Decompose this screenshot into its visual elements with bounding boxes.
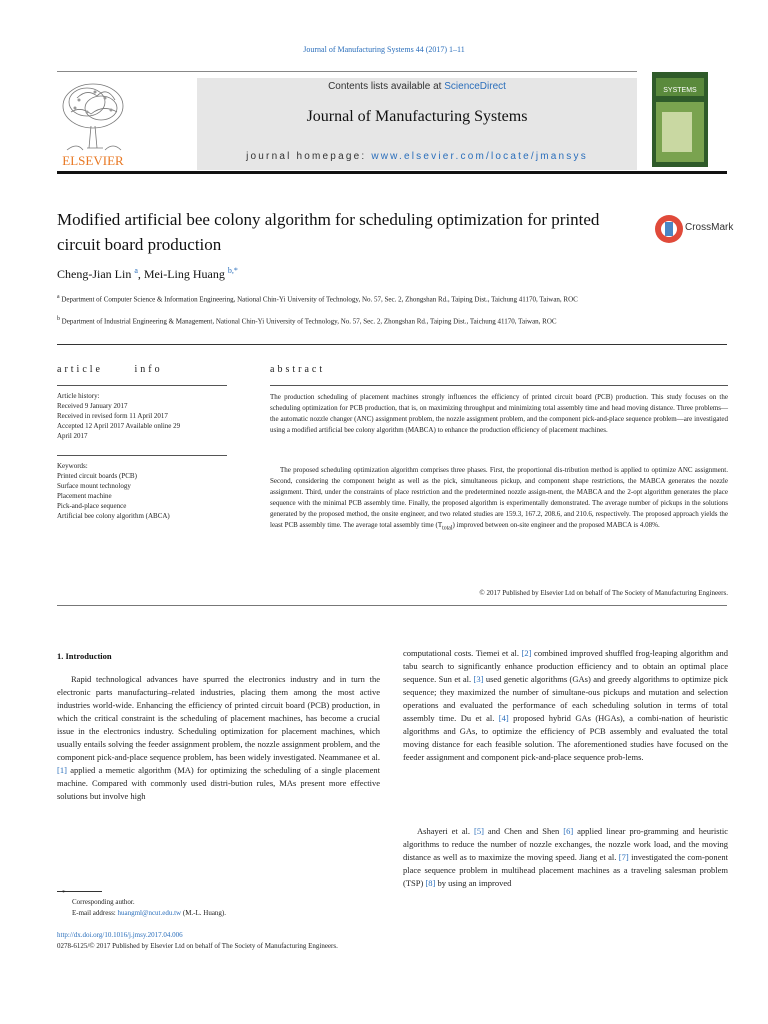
history-revised: Received in revised form 11 April 2017: [57, 412, 168, 420]
right-p2-d: investigated the com-ponent place sequence problem in multihead placement machines as a traveling salesman problem (TSP): [403, 852, 728, 888]
homepage-label: journal homepage:: [246, 151, 372, 162]
journal-reference-link[interactable]: Journal of Manufacturing Systems 44 (2017) 1–11: [303, 45, 465, 54]
intro-right-paragraph-1: [403, 647, 728, 764]
author-lin: Cheng-Jian Lin: [57, 267, 135, 281]
citation-link-5[interactable]: [5]: [473, 826, 484, 836]
elsevier-tree-icon: [57, 78, 130, 168]
keywords-block: [57, 461, 232, 521]
intro-right-paragraph-2: [403, 825, 728, 890]
keyword-item: Placement machine: [57, 492, 112, 500]
affiliation-a-text: Department of Computer Science & Information Engineering, National Chin-Yi University of Technology, No. 57, Sec. 2, Zhongshan Rd., Taiping Dist., Taichung 41170, Taiwan, ROC: [61, 295, 578, 304]
journal-header: [197, 78, 637, 170]
author-huang-affil-mark[interactable]: b,*: [227, 266, 238, 275]
email-link[interactable]: huangml@ncut.edu.tw: [117, 909, 182, 917]
abstract-p2-c: ) improved between on-site engineer and the proposed MABCA is 4.08%.: [452, 521, 660, 529]
journal-cover-image: [652, 72, 708, 167]
right-p1-b: combined improved shuffled frog-leaping algorithm and tabu search to significantly enhance production efficiency and to obtain an optimal place sequence. Sun et al.: [403, 648, 728, 684]
journal-title: Journal of Manufacturing Systems: [306, 108, 528, 125]
abstract-paragraph-2: [270, 465, 728, 534]
contents-prefix: Contents lists available at: [328, 81, 445, 92]
abstract-p2-a: The proposed scheduling optimization algorithm comprises three phases. First, the proportional dis-tribution method is applied to optimize ANC assignment. Second, considering the component height as well as the pick, simultaneous pickup, and component shape restrictions, the MABCA generates the nozzle assignment. Third, under the constraints of place restriction and the predetermined nozzle assign-ment, the MABCA and the 2-opt algorithm generates the place sequence with the minimal PCB assembly time. Finally, the proposed algorithm is experimentally demonstrated. The average number of pickups in the solutions generated by the proposed method, the onsite engineer, and two related studies are 159.3, 167.2, 208.6, and: [270, 466, 728, 518]
abstract-p2-sub: total: [442, 525, 453, 532]
top-divider: [57, 71, 637, 72]
citation-link-7[interactable]: [7]: [618, 852, 629, 862]
article-info-heading-2: info: [134, 364, 163, 375]
header-bottom-rule: [57, 171, 727, 174]
right-p1-c: used genetic algorithms (GAs) and greedy algorithms to optimize pick sequence; they maximized the number of simultane-ous pickups and mutation and selection operations and evaluated the performance of each scheduling solution in terms of total assembly time. Du et al.: [403, 674, 728, 723]
affiliation-b: [57, 314, 617, 326]
citation-link-3[interactable]: [3]: [473, 674, 484, 684]
intro-left-paragraph: [57, 673, 380, 803]
right-p1-a: computational costs. Tiemei et al.: [403, 648, 522, 658]
doi-link[interactable]: http://dx.doi.org/10.1016/j.jmsy.2017.04.006: [57, 931, 183, 939]
intro-left-text: Rapid technological advances have spurred the electronics industry and in turn the electronic parts manufacturing–related industries, placing them among the most active industries world-wide. Enhancing the efficiency of printed circuit board (PCB) production, in which the critical constraint is the scheduling of placement machines, has become a crucial issue in the electronics industry. Scheduling optimization for placement machines, which usually entails solving the feeder assignment problem, the nozzle assignment problem, and the component pick-and-place sequence problem, has been widely investigated. Neammanee et al.: [57, 674, 380, 762]
citation-link-6[interactable]: [6]: [563, 826, 574, 836]
corresponding-author-note: Corresponding author.: [72, 898, 135, 906]
affiliation-a-mark: a: [57, 294, 60, 300]
abstract-paragraph-1: The production scheduling of placement machines strongly influences the efficiency of printed circuit board (PCB) production. This study focuses on the scheduling optimization for PCB production, that is, on maximizing throughput and minimizing total assembly time and head moving distance. Three problems—the automatic nozzle changer (ANC) assignment problem, the nozzle assignment problem, and the component pick-and-place sequence problem—are investigated using a modified artificial bee colony algorithm (MABCA) to enhance the production efficiency of placement machines.: [270, 393, 728, 434]
cover-title: SYSTEMS: [663, 87, 697, 94]
keyword-item: Printed circuit boards (PCB): [57, 472, 137, 480]
citation-link-2[interactable]: [2]: [521, 648, 532, 658]
article-info-heading: [57, 364, 163, 375]
citation-link-8[interactable]: [8]: [425, 878, 436, 888]
affiliation-b-text: Department of Industrial Engineering & Management, National Chin-Yi University of Technology, No. 57, Sec. 2, Zhongshan Rd., Taiping Dist., Taichung 41170, Taiwan, ROC: [61, 317, 557, 326]
keywords-label: Keywords:: [57, 462, 88, 470]
elsevier-wordmark: ELSEVIER: [62, 153, 124, 168]
citation-link-4[interactable]: [4]: [498, 713, 509, 723]
right-p2-c: applied linear pro-gramming and heuristic algorithms to reduce the number of nozzle exchanges, the nozzle work load, and the moving distance as well as to maximize the moving speed. Jiang et al.: [403, 826, 728, 862]
abstract-copyright: © 2017 Published by Elsevier Ltd on behalf of The Society of Manufacturing Engineers.: [479, 589, 728, 597]
article-info-heading-1: article: [57, 364, 103, 375]
author-huang: , Mei-Ling Huang: [137, 267, 228, 281]
history-accepted: Accepted 12 April 2017 Available online 29: [57, 422, 181, 430]
article-history: [57, 391, 232, 441]
author-list: [57, 266, 238, 282]
abstract-p2-b: 210.6, respectively. The proposed approach yields the least PCB assembly time. The average total assembly time (T: [270, 510, 729, 529]
article-info-rule: [57, 385, 227, 386]
citation-link-1[interactable]: [1]: [57, 765, 67, 775]
email-label: E-mail address:: [72, 909, 118, 917]
history-received: Received 9 January 2017: [57, 402, 128, 410]
email-after: (M.-L. Huang).: [181, 909, 227, 917]
info-divider: [57, 344, 727, 345]
affiliation-a: [57, 292, 617, 304]
intro-left-text-end: applied a memetic algorithm (MA) for optimizing the scheduling of a single placement machine. Compared with commonly used distri-bution rules, MAs present more effective solutions but involve high: [57, 765, 380, 801]
abstract-bottom-rule: [57, 605, 727, 606]
affiliation-b-mark: b: [57, 316, 60, 322]
homepage-url-link[interactable]: www.elsevier.com/locate/jmansys: [371, 151, 588, 162]
author-lin-affil-mark[interactable]: a: [134, 266, 138, 275]
history-online: April 2017: [57, 432, 88, 440]
crossmark-badge[interactable]: [653, 212, 733, 246]
right-p1-d: proposed hybrid GAs (HGAs), a combi-nation of heuristic algorithms and GAs, to optimize the efficiency of PCB assembly and evaluated the total moving distance for each feasible solution. The aforementioned studies have focused on the feeder assignment and component pick-and-place sequence prob-lems.: [403, 713, 728, 762]
right-p2-b: and Chen and Shen: [483, 826, 564, 836]
keywords-rule: [57, 455, 227, 456]
contents-line: [197, 81, 637, 92]
abstract-rule: [270, 385, 728, 386]
keyword-item: Pick-and-place sequence: [57, 502, 127, 510]
article-title: Modified artificial bee colony algorithm for scheduling optimization for printed circuit board production: [57, 210, 600, 254]
journal-homepage: [197, 151, 637, 162]
issn-line: 0278-6125/© 2017 Published by Elsevier Ltd on behalf of The Society of Manufacturing Engineers.: [57, 942, 338, 950]
right-p2-a: Ashayeri et al.: [417, 826, 474, 836]
footnote-star: *: [62, 889, 66, 897]
email-note: [72, 908, 226, 918]
crossmark-label: CrossMark: [685, 222, 734, 233]
sciencedirect-link[interactable]: ScienceDirect: [444, 81, 506, 92]
keyword-item: Surface mount technology: [57, 482, 131, 490]
keyword-item: Artificial bee colony algorithm (ABCA): [57, 512, 170, 520]
history-label: Article history:: [57, 392, 100, 400]
right-p2-e: by using an improved: [435, 878, 512, 888]
elsevier-logo: [57, 78, 130, 168]
abstract-heading: abstract: [270, 364, 326, 375]
section-heading-introduction: 1. Introduction: [57, 651, 112, 661]
